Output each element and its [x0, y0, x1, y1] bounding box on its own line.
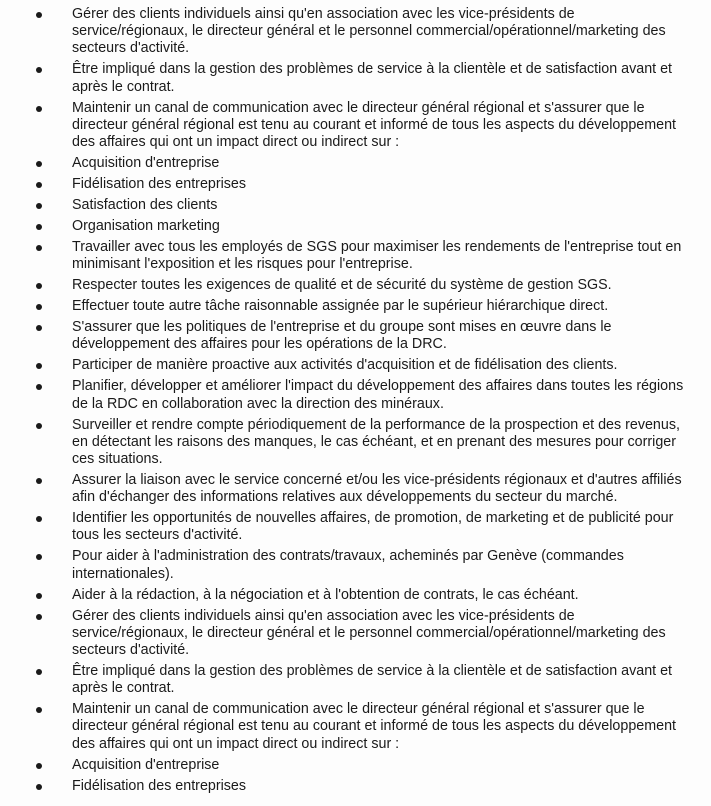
list-item-text: Assurer la liaison avec le service concerné et/ou les vice-présidents régionaux et d'autres affiliés afin d'échanger des informations relatives aux développements du secteur du marché.	[72, 472, 682, 506]
list-item	[36, 61, 686, 95]
bullet-icon	[36, 707, 42, 713]
list-item-text: Respecter toutes les exigences de qualité et de sécurité du système de gestion SGS.	[72, 277, 612, 294]
list-item	[36, 319, 686, 353]
bullet-icon	[36, 182, 42, 188]
list-item	[36, 548, 686, 582]
list-item-text: Gérer des clients individuels ainsi qu'en association avec les vice-présidents de service/régionaux, le directeur général et le personnel commercial/opérationnel/marketing des secteurs d'activité.	[72, 6, 666, 57]
bullet-icon	[36, 161, 42, 167]
bullet-icon	[36, 283, 42, 289]
list-item-text: Gérer des clients individuels ainsi qu'en association avec les vice-présidents de service/régionaux, le directeur général et le personnel commercial/opérationnel/marketing des secteurs d'activité.	[72, 607, 666, 659]
bullet-icon	[36, 423, 42, 429]
list-item	[36, 757, 686, 774]
list-item	[36, 608, 686, 660]
list-item-text: Organisation marketing	[72, 218, 220, 235]
list-item-text: Être impliqué dans la gestion des problèmes de service à la clientèle et de satisfaction avant et après le contrat.	[72, 663, 673, 697]
list-item	[36, 510, 686, 544]
list-item	[36, 778, 686, 795]
list-item	[36, 176, 686, 193]
list-item-text: Effectuer toute autre tâche raisonnable assignée par le supérieur hiérarchique direct.	[72, 298, 609, 315]
bullet-icon	[36, 224, 42, 230]
bullet-icon	[36, 363, 42, 369]
list-item-text: Satisfaction des clients	[72, 197, 218, 214]
bullet-icon	[36, 12, 42, 18]
list-item-text: Participer de manière proactive aux activités d'acquisition et de fidélisation des clients.	[72, 357, 618, 374]
list-item	[36, 298, 686, 315]
list-item-text: Acquisition d'entreprise	[72, 756, 220, 773]
list-item-text: Acquisition d'entreprise	[72, 155, 220, 172]
bullet-icon	[36, 614, 42, 620]
list-item	[36, 277, 686, 294]
bullet-icon	[36, 669, 42, 675]
bullet-icon	[36, 106, 42, 112]
list-item-text: Identifier les opportunités de nouvelles affaires, de promotion, de marketing et de publicité pour tous les secteurs d'activité.	[72, 510, 674, 544]
list-item	[36, 472, 686, 506]
list-item	[36, 100, 686, 152]
list-item-text: Être impliqué dans la gestion des problèmes de service à la clientèle et de satisfaction avant et après le contrat.	[72, 61, 673, 95]
bullet-icon	[36, 763, 42, 769]
list-item-text: Travailler avec tous les employés de SGS pour maximiser les rendements de l'entreprise tout en minimisant l'exposition et les risques pour l'entreprise.	[72, 239, 682, 273]
list-item	[36, 197, 686, 214]
list-item-text: Aider à la rédaction, à la négociation et à l'obtention de contrats, le cas échéant.	[72, 586, 579, 603]
bullet-icon	[36, 304, 42, 310]
list-item	[36, 6, 686, 58]
list-item	[36, 218, 686, 235]
list-item-text: Surveiller et rendre compte périodiquement de la performance de la prospection et des revenus, en détectant les raisons des manques, le cas échéant, et en prenant des mesures pour corriger ces situations.	[72, 416, 680, 468]
list-item	[36, 587, 686, 604]
list-item-text: S'assurer que les politiques de l'entreprise et du groupe sont mises en œuvre dans le développement des affaires pour les opérations de la DRC.	[72, 319, 612, 353]
list-item-text: Planifier, développer et améliorer l'impact du développement des affaires dans toutes les régions de la RDC en collaboration avec la direction des minéraux.	[72, 378, 684, 412]
list-item-text: Fidélisation des entreprises	[72, 176, 247, 193]
bullet-icon	[36, 245, 42, 251]
bullet-icon	[36, 516, 42, 522]
bullet-icon	[36, 478, 42, 484]
bullet-icon	[36, 384, 42, 390]
list-item	[36, 701, 686, 753]
bullet-list	[36, 6, 686, 799]
list-item	[36, 357, 686, 374]
list-item	[36, 663, 686, 697]
bullet-icon	[36, 67, 42, 73]
bullet-icon	[36, 554, 42, 560]
list-item-text: Maintenir un canal de communication avec le directeur général régional et s'assurer que le directeur général régional est tenu au courant et informé de tous les aspects du développement des affaires qui ont un impact direct ou indirect sur :	[72, 99, 677, 151]
list-item	[36, 417, 686, 469]
list-item-text: Fidélisation des entreprises	[72, 777, 247, 794]
list-item	[36, 155, 686, 172]
bullet-icon	[36, 325, 42, 331]
bullet-icon	[36, 784, 42, 790]
list-item-text: Pour aider à l'administration des contrats/travaux, acheminés par Genève (commandes internationales).	[72, 548, 624, 582]
list-item	[36, 378, 686, 412]
bullet-icon	[36, 203, 42, 209]
bullet-icon	[36, 593, 42, 599]
list-item-text: Maintenir un canal de communication avec le directeur général régional et s'assurer que le directeur général régional est tenu au courant et informé de tous les aspects du développement des affaires qui ont un impact direct ou indirect sur :	[72, 701, 677, 752]
list-item	[36, 239, 686, 273]
